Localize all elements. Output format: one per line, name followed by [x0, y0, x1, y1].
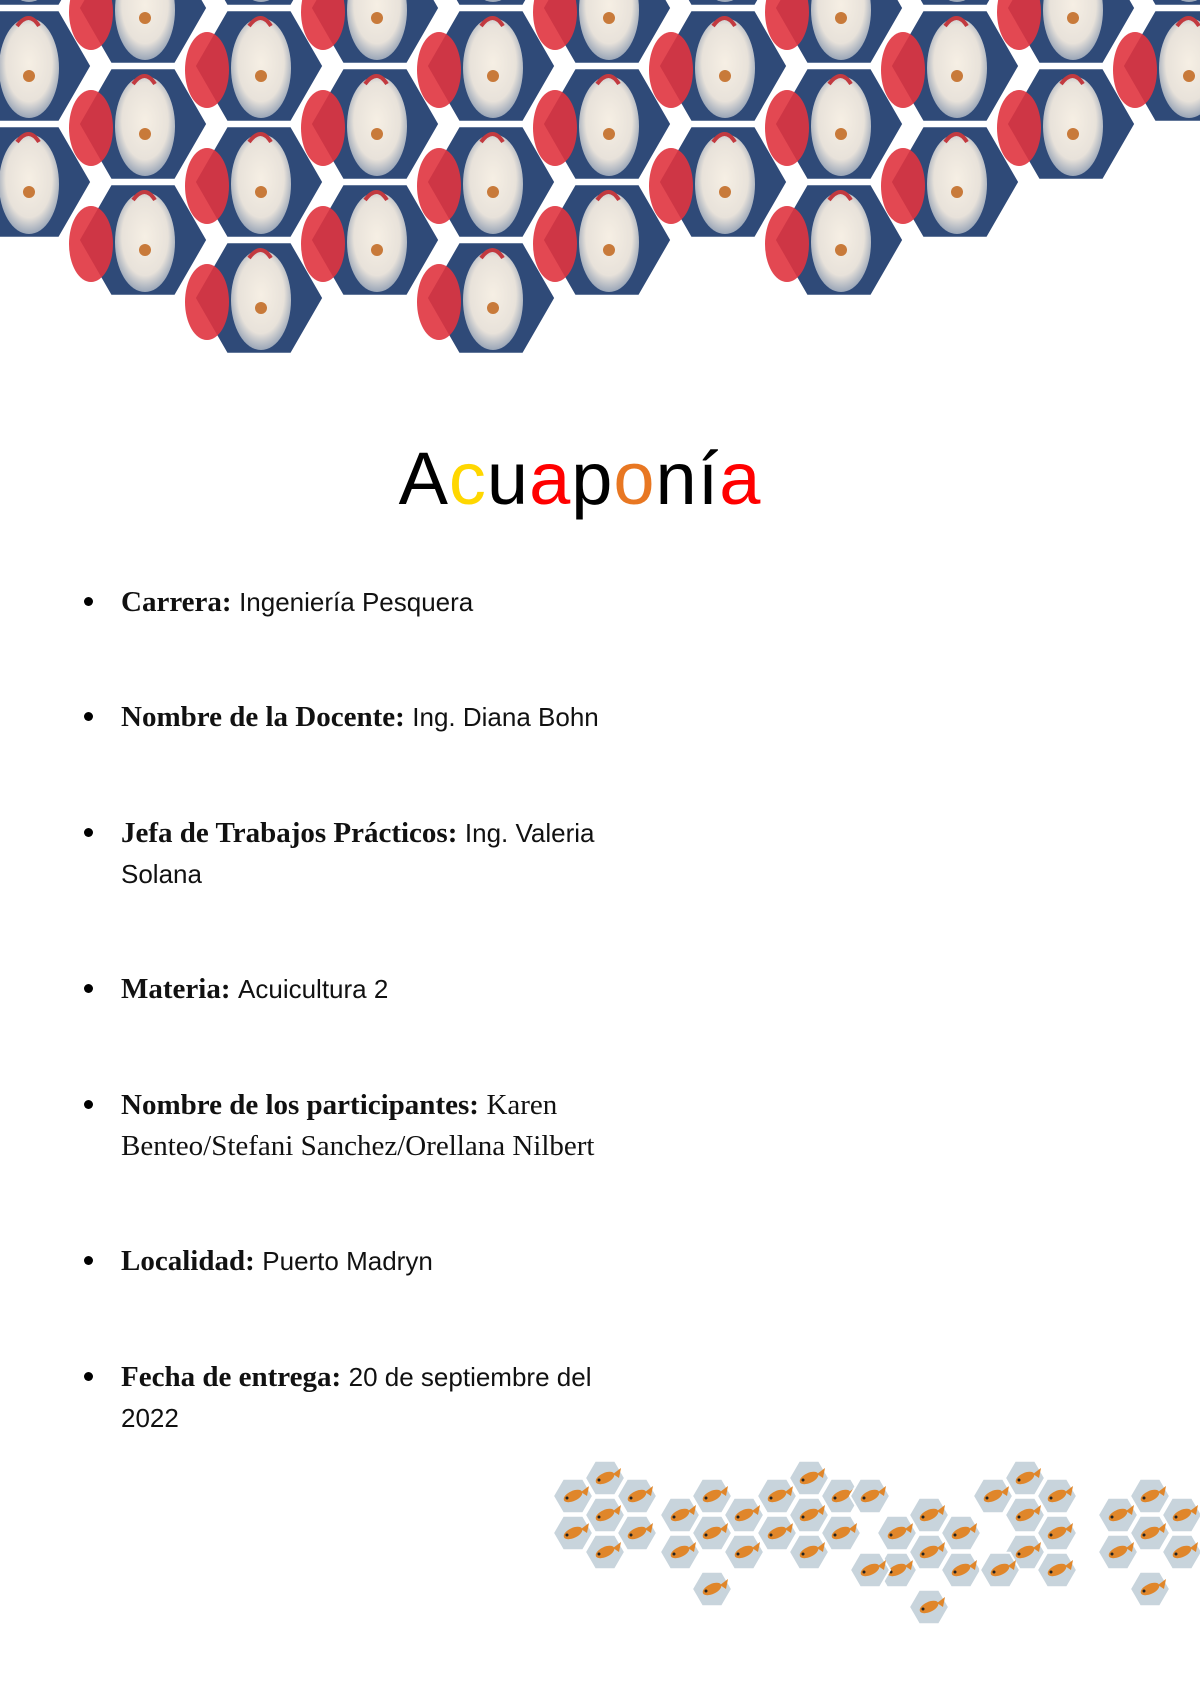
item-value-line2: Benteo/Stefani Sanchez/Orellana Nilbert	[121, 1130, 595, 1162]
bullet-icon	[84, 1372, 93, 1381]
item-value: Ing. Diana Bohn	[412, 702, 599, 732]
item-label: Nombre de los participantes:	[121, 1089, 479, 1121]
title-letter: a	[529, 437, 572, 520]
goldfish-hex-tile	[1005, 1461, 1045, 1496]
goldfish-hex-tile	[585, 1461, 625, 1496]
item-label: Carrera:	[121, 586, 232, 618]
bullet-icon	[84, 828, 93, 837]
title-letter: c	[448, 437, 487, 520]
item-value: 20 de septiembre del	[348, 1362, 592, 1392]
goldfish-hex-tile	[692, 1516, 732, 1551]
title-letter: n	[655, 437, 698, 520]
item-value: Karen	[486, 1089, 558, 1121]
goldfish-hex-tile	[850, 1479, 890, 1514]
goldfish-hex-tile	[1098, 1535, 1138, 1570]
goldfish-hex-tile	[757, 1479, 797, 1514]
goldfish-hex-tile	[724, 1498, 764, 1533]
bullet-icon	[84, 1100, 93, 1109]
goldfish-hex-tile	[692, 1572, 732, 1607]
goldfish-hex-tile	[1037, 1479, 1077, 1514]
goldfish-hex-tile	[850, 1553, 890, 1588]
goldfish-hex-tile	[585, 1498, 625, 1533]
title-letter: p	[571, 437, 614, 520]
goldfish-hex-tile	[909, 1498, 949, 1533]
goldfish-hex-tile	[877, 1516, 917, 1551]
goldfish-hex-tile	[617, 1479, 657, 1514]
goldfish-hex-tile	[1130, 1516, 1170, 1551]
title-letter: í	[697, 437, 720, 520]
goldfish-hex-tile	[821, 1516, 861, 1551]
bullet-icon	[84, 1256, 93, 1265]
document-title	[0, 437, 1160, 520]
goldfish-hex-tile	[941, 1553, 981, 1588]
goldfish-hex-tile	[789, 1498, 829, 1533]
goldfish-hex-tile	[660, 1498, 700, 1533]
bullet-icon	[84, 712, 93, 721]
goldfish-hex-tile	[909, 1590, 949, 1625]
item-value: Acuicultura 2	[238, 974, 389, 1004]
goldfish-hex-tile	[585, 1535, 625, 1570]
goldfish-hex-tile	[692, 1479, 732, 1514]
item-label: Jefa de Trabajos Prácticos:	[121, 817, 458, 849]
goldfish-hex-tile	[1162, 1535, 1200, 1570]
title-letter: A	[398, 437, 449, 520]
goldfish-hex-tile	[1037, 1553, 1077, 1588]
goldfish-hex-tile	[757, 1516, 797, 1551]
goldfish-hex-tile	[1037, 1516, 1077, 1551]
item-label: Materia:	[121, 973, 231, 1005]
goldfish-hex-tile	[617, 1516, 657, 1551]
item-value: Ingeniería Pesquera	[239, 587, 474, 617]
goldfish-hex-tile	[789, 1535, 829, 1570]
bullet-icon	[84, 984, 93, 993]
goldfish-hex-tile	[724, 1535, 764, 1570]
item-label: Fecha de entrega:	[121, 1361, 342, 1393]
bullet-icon	[84, 597, 93, 606]
goldfish-hex-tile	[941, 1516, 981, 1551]
item-label: Nombre de la Docente:	[121, 701, 405, 733]
title-letter: a	[719, 437, 762, 520]
title-letter: u	[486, 437, 530, 520]
item-label: Localidad:	[121, 1245, 255, 1277]
item-value-line2: Solana	[121, 859, 202, 889]
goldfish-hex-tile	[553, 1516, 593, 1551]
goldfish-hex-tile	[553, 1479, 593, 1514]
title-letter: o	[613, 437, 656, 520]
goldfish-hex-tile	[1005, 1498, 1045, 1533]
goldfish-hex-tile	[909, 1535, 949, 1570]
item-value: Puerto Madryn	[262, 1246, 433, 1276]
item-value: Ing. Valeria	[464, 818, 595, 848]
goldfish-hex-tile	[660, 1535, 700, 1570]
goldfish-hex-tile	[980, 1553, 1020, 1588]
goldfish-hex-tile	[973, 1479, 1013, 1514]
goldfish-hex-tile	[789, 1461, 829, 1496]
item-value-line2: 2022	[121, 1403, 179, 1433]
goldfish-hex-tile	[1130, 1479, 1170, 1514]
goldfish-hex-tile	[1130, 1572, 1170, 1607]
goldfish-hex-tile	[1098, 1498, 1138, 1533]
